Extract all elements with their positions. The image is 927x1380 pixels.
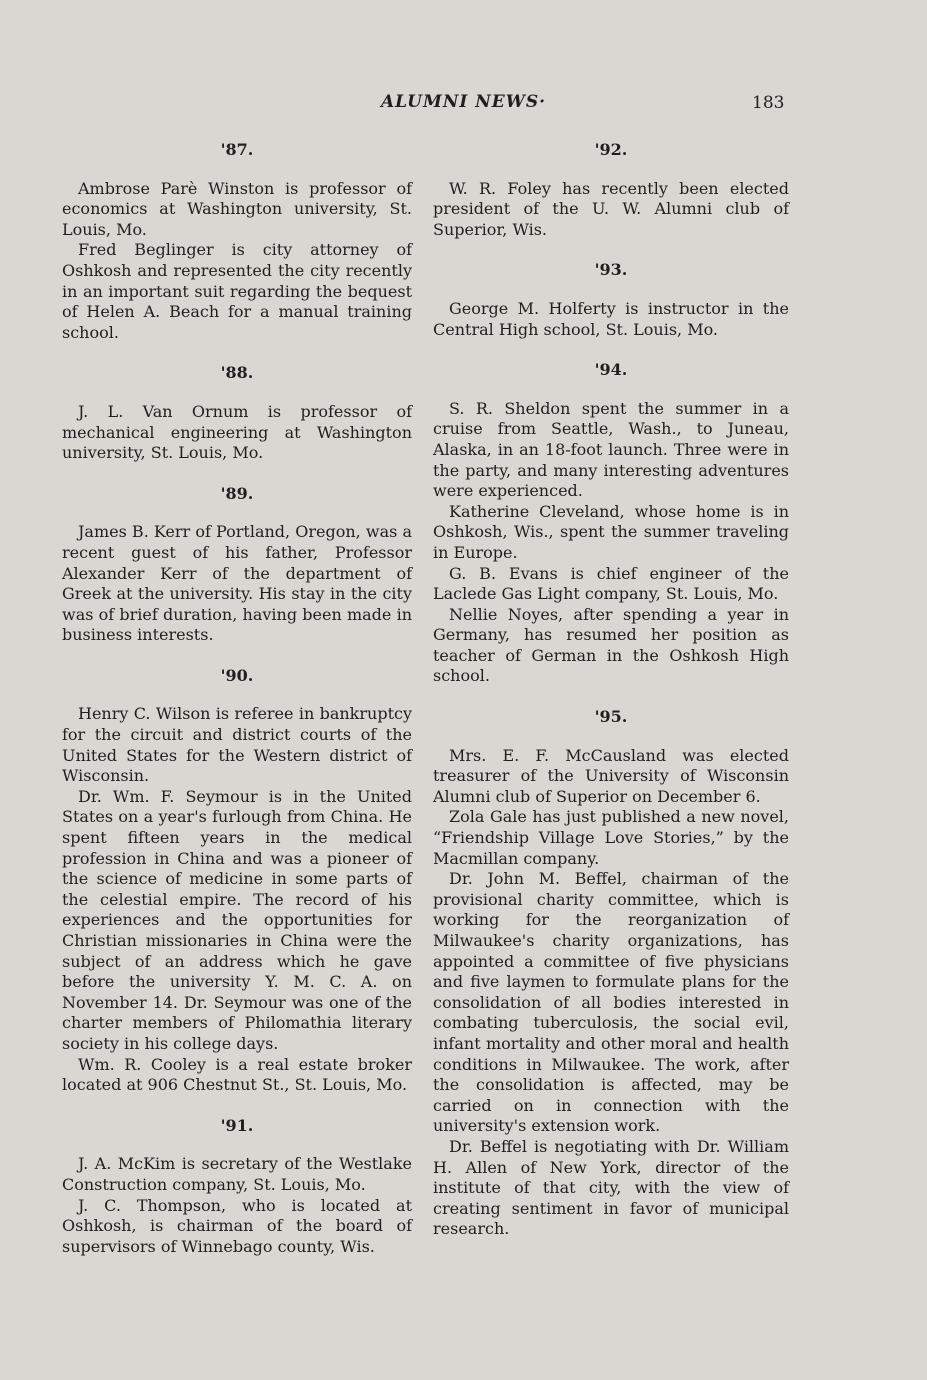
running-header: ALUMNI NEWS· [380, 92, 547, 112]
news-paragraph: Wm. R. Cooley is a real estate broker located at 906 Chestnut St., St. Louis, Mo. [62, 1054, 412, 1095]
class-year-heading: '88. [220, 363, 254, 383]
news-paragraph: J. C. Thompson, who is located at Oshkosh, is chairman of the board of supervisors of Winnebago county, Wis. [62, 1195, 412, 1256]
news-paragraph: Nellie Noyes, after spending a year in Germany, has resumed her position as teacher of German in the Oshkosh High school. [433, 604, 789, 686]
page-number: 183 [752, 93, 785, 113]
news-paragraph: Dr. Wm. F. Seymour is in the United States on a year's furlough from China. He spent fifteen years in the medical profession in China and was a pioneer of the science of medicine in some parts of the celestial empire. The record of his experiences and the opportunities for Christian missionaries in China were the subject of an address which he gave before the university Y. M. C. A. on November 14. Dr. Seymour was one of the charter members of Philomathia literary society in his college days. [62, 786, 412, 1053]
news-paragraph: J. L. Van Ornum is professor of mechanical engineering at Washington university, St. Louis, Mo. [62, 401, 412, 463]
class-year-heading: '90. [220, 665, 254, 685]
class-year-heading: '87. [220, 140, 254, 159]
news-paragraph: Mrs. E. F. McCausland was elected treasurer of the University of Wisconsin Alumni club of Superior on December 6. [433, 745, 789, 806]
left-column [62, 140, 412, 1257]
news-paragraph: Dr. John M. Beffel, chairman of the provisional charity committee, which is working for the reorganization of Milwaukee's charity organizations, has appointed a committee of five physicians and five laymen to formulate plans for the consolidation of all bodies interested in combating tuberculosis, the social evil, infant mortality and other moral and health conditions in Milwaukee. The work, after the consolidation is affected, may be carried on in connection with the university's extension work. [433, 869, 789, 1136]
section-1887 [62, 140, 412, 343]
news-paragraph: Henry C. Wilson is referee in bankruptcy for the circuit and district courts of the United States for the Western district of Wisconsin. [62, 704, 412, 786]
section-1889 [62, 484, 412, 646]
news-paragraph: W. R. Foley has recently been elected president of the U. W. Alumni club of Superior, Wis. [433, 178, 789, 239]
news-paragraph: Ambrose Parè Winston is professor of economics at Washington university, St. Louis, Mo. [62, 178, 412, 239]
news-paragraph: George M. Holferty is instructor in the Central High school, St. Louis, Mo. [433, 298, 789, 339]
class-year-heading: '93. [594, 260, 628, 280]
section-1890 [62, 666, 412, 1096]
class-year-heading: '95. [594, 707, 628, 727]
section-1894 [433, 360, 789, 687]
news-paragraph: S. R. Sheldon spent the summer in a cruise from Seattle, Wash., to Juneau, Alaska, in an 18-foot launch. Three were in the party, and many interesting adventures were experienced. [433, 398, 789, 501]
class-year-heading: '94. [594, 360, 628, 380]
news-paragraph: Katherine Cleveland, whose home is in Oshkosh, Wis., spent the summer traveling in Europe. [433, 501, 789, 562]
class-year-heading: '89. [220, 483, 254, 503]
news-paragraph: G. B. Evans is chief engineer of the Laclede Gas Light company, St. Louis, Mo. [433, 563, 789, 604]
right-column [433, 140, 789, 1240]
section-1893 [433, 260, 789, 340]
class-year-heading: '91. [220, 1115, 254, 1135]
section-1892 [433, 140, 789, 240]
section-1888 [62, 363, 412, 463]
class-year-heading: '92. [594, 140, 628, 159]
news-paragraph: Zola Gale has just published a new novel, “Friendship Village Love Stories,” by the Macmillan company. [433, 807, 789, 868]
section-1895 [433, 707, 789, 1240]
news-paragraph: Fred Beglinger is city attorney of Oshkosh and represented the city recently in an important suit regarding the bequest of Helen A. Beach for a manual training school. [62, 240, 412, 342]
section-1891 [62, 1116, 412, 1258]
news-paragraph: James B. Kerr of Portland, Oregon, was a recent guest of his father, Professor Alexander Kerr of the department of Greek at the university. His stay in the city was of brief duration, having been made in business interests. [62, 522, 412, 645]
news-paragraph: Dr. Beffel is negotiating with Dr. William H. Allen of New York, director of the institute of that city, with the view of creating sentiment in favor of municipal research. [433, 1136, 789, 1239]
news-paragraph: J. A. McKim is secretary of the Westlake Construction company, St. Louis, Mo. [62, 1154, 412, 1194]
